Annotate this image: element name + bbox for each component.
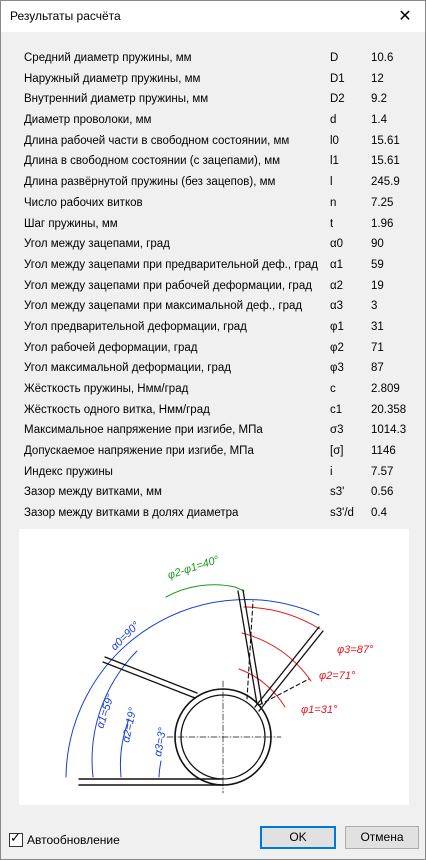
green-arc bbox=[166, 585, 235, 597]
blue-arc-alpha3 bbox=[159, 761, 161, 777]
result-row bbox=[1, 70, 425, 91]
result-value: 19 bbox=[371, 279, 384, 292]
result-row bbox=[1, 256, 425, 277]
result-symbol: s3' bbox=[330, 486, 345, 499]
result-label: Средний диаметр пружины, мм bbox=[24, 52, 192, 64]
result-label: Угол между зацепами, град bbox=[24, 238, 170, 251]
result-value: 90 bbox=[371, 238, 384, 251]
result-label: Угол рабочей деформации, град bbox=[24, 341, 198, 354]
result-label: Угол максимальной деформации, град bbox=[24, 362, 231, 375]
result-symbol: [σ] bbox=[330, 445, 344, 458]
hook-phi1 bbox=[255, 627, 319, 707]
result-value: 245.9 bbox=[371, 176, 400, 189]
result-value: 1.4 bbox=[371, 114, 387, 127]
result-value: 0.4 bbox=[371, 507, 387, 520]
result-row bbox=[1, 442, 425, 463]
result-symbol: s3'/d bbox=[330, 507, 354, 520]
result-row bbox=[1, 132, 425, 153]
ok-button[interactable]: OK bbox=[260, 826, 336, 849]
result-symbol: D2 bbox=[330, 93, 345, 106]
result-symbol: σ3 bbox=[330, 424, 344, 437]
result-symbol: d bbox=[330, 114, 337, 127]
window-title: Результаты расчёта bbox=[10, 9, 121, 23]
result-value: 31 bbox=[371, 320, 384, 333]
label-alpha0: α0=90° bbox=[108, 619, 143, 654]
blue-arc-alpha0 bbox=[66, 600, 319, 777]
result-symbol: c bbox=[330, 383, 336, 395]
check-icon: ✓ bbox=[10, 830, 21, 845]
label-alpha2: α2=19° bbox=[120, 706, 140, 744]
hook-alpha1-b bbox=[103, 662, 195, 698]
result-row bbox=[1, 463, 425, 484]
result-row bbox=[1, 235, 425, 256]
result-value: 15.61 bbox=[371, 134, 400, 147]
title-bar bbox=[1, 1, 425, 32]
result-value: 9.2 bbox=[371, 93, 387, 106]
result-label: Длина развёрнутой пружины (без зацепов), мм bbox=[24, 176, 276, 189]
result-symbol: i bbox=[330, 465, 333, 478]
result-label: Максимальное напряжение при изгибе, МПа bbox=[24, 424, 263, 437]
result-label: Число рабочих витков bbox=[24, 196, 143, 209]
result-symbol: α1 bbox=[330, 258, 344, 271]
result-symbol: l0 bbox=[330, 134, 339, 147]
hook-alpha1-a bbox=[105, 657, 197, 693]
result-value: 10.6 bbox=[371, 52, 394, 64]
result-row bbox=[1, 380, 425, 401]
label-phi2: φ2=71° bbox=[319, 670, 356, 682]
result-symbol: α3 bbox=[330, 300, 344, 313]
result-label: Угол предварительной деформации, град bbox=[24, 320, 247, 333]
result-row bbox=[1, 90, 425, 111]
result-label: Внутренний диаметр пружины, мм bbox=[24, 93, 209, 106]
result-label: Шаг пружины, мм bbox=[24, 217, 118, 230]
result-symbol: φ1 bbox=[330, 320, 344, 333]
result-row bbox=[1, 215, 425, 236]
result-row bbox=[1, 194, 425, 215]
results-list bbox=[1, 49, 425, 525]
result-label: Угол между зацепами при максимальной деф., град bbox=[24, 300, 303, 313]
result-value: 20.358 bbox=[371, 403, 407, 416]
result-row bbox=[1, 277, 425, 298]
result-label: Диаметр проволоки, мм bbox=[24, 114, 152, 127]
result-row bbox=[1, 318, 425, 339]
cancel-button[interactable]: Отмена bbox=[345, 826, 419, 849]
result-symbol: φ2 bbox=[330, 341, 344, 354]
result-row bbox=[1, 504, 425, 525]
result-label: Наружный диаметр пружины, мм bbox=[24, 72, 201, 85]
result-label: Зазор между витками в долях диаметра bbox=[24, 507, 239, 520]
result-row bbox=[1, 111, 425, 132]
result-row bbox=[1, 401, 425, 422]
result-symbol: l bbox=[330, 176, 333, 189]
result-label: Допускаемое напряжение при изгибе, МПа bbox=[24, 445, 254, 458]
result-value: 12 bbox=[371, 72, 384, 85]
result-symbol: c1 bbox=[330, 403, 343, 416]
result-value: 2.809 bbox=[371, 383, 400, 395]
result-row bbox=[1, 173, 425, 194]
result-label: Жёсткость пружины, Нмм/град bbox=[24, 383, 189, 395]
result-value: 71 bbox=[371, 341, 384, 354]
result-label: Жёсткость одного витка, Нмм/град bbox=[24, 403, 210, 416]
result-value: 1146 bbox=[371, 445, 396, 458]
result-value: 7.25 bbox=[371, 196, 394, 209]
result-symbol: D bbox=[330, 52, 339, 64]
result-label: Угол между зацепами при рабочей деформации, град bbox=[24, 279, 312, 292]
result-row bbox=[1, 339, 425, 360]
result-row bbox=[1, 297, 425, 318]
result-row bbox=[1, 152, 425, 173]
label-phi3: φ3=87° bbox=[337, 644, 374, 656]
spring-diagram-svg bbox=[19, 529, 409, 805]
result-label: Длина рабочей части в свободном состоянии, мм bbox=[24, 134, 290, 147]
label-phi2-phi1: φ2-φ1=40° bbox=[166, 553, 221, 582]
result-label: Длина в свободном состоянии (с зацепами), мм bbox=[24, 155, 281, 168]
result-symbol: φ3 bbox=[330, 362, 344, 375]
result-symbol: D1 bbox=[330, 72, 345, 85]
result-label: Угол между зацепами при предварительной деф., град bbox=[24, 258, 318, 271]
result-value: 0.56 bbox=[371, 486, 394, 499]
result-symbol: t bbox=[330, 217, 334, 230]
close-icon[interactable]: ✕ bbox=[398, 8, 412, 25]
result-value: 3 bbox=[371, 300, 378, 313]
label-alpha1: α1=59° bbox=[94, 692, 117, 730]
result-symbol: n bbox=[330, 196, 337, 209]
result-value: 1014.3 bbox=[371, 424, 407, 437]
autoupdate-label[interactable]: Автообновление bbox=[27, 833, 120, 847]
label-phi1: φ1=31° bbox=[301, 704, 338, 716]
result-row bbox=[1, 421, 425, 442]
result-symbol: α0 bbox=[330, 238, 344, 251]
result-value: 59 bbox=[371, 258, 384, 271]
result-label: Индекс пружины bbox=[24, 465, 113, 478]
result-value: 15.61 bbox=[371, 155, 400, 168]
label-alpha3: α3=3° bbox=[152, 726, 170, 758]
result-row bbox=[1, 359, 425, 380]
spring-diagram bbox=[19, 529, 409, 805]
result-symbol: l1 bbox=[330, 155, 339, 168]
result-value: 7.57 bbox=[371, 465, 394, 478]
result-row bbox=[1, 483, 425, 504]
result-value: 87 bbox=[371, 362, 384, 375]
result-symbol: α2 bbox=[330, 279, 344, 292]
result-label: Зазор между витками, мм bbox=[24, 486, 162, 499]
result-row bbox=[1, 49, 425, 70]
result-value: 1.96 bbox=[371, 217, 394, 230]
